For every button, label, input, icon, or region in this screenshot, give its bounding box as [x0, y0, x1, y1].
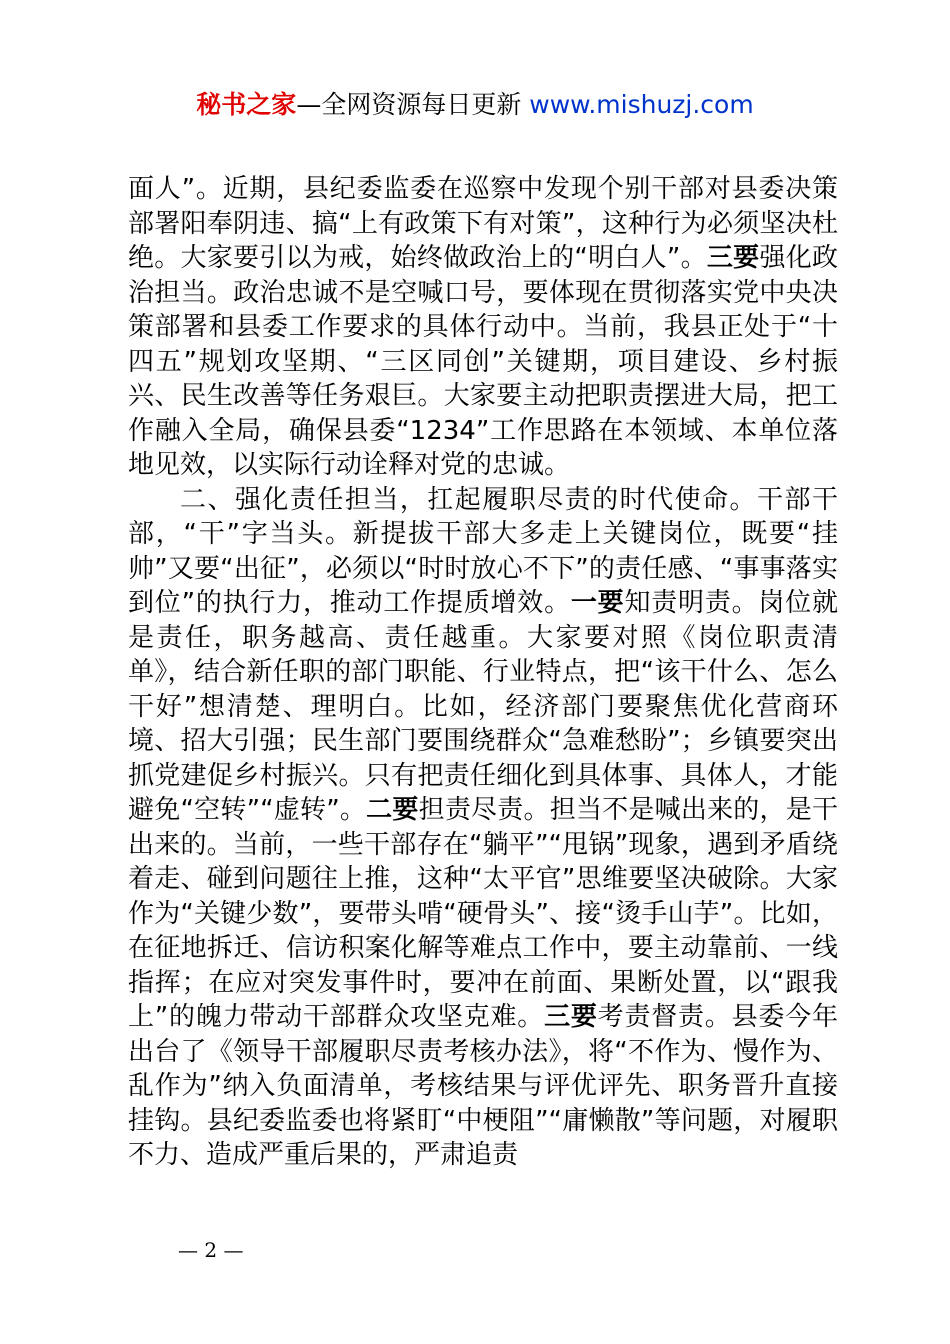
- keyword-yi-yao: 一要: [570, 588, 625, 618]
- paragraph-2-text-d: 考责督责。县委今年出台了《领导干部履职尽责考核办法》，将“不作为、慢作为、乱作为”纳入负面清单，考核结果与评优评先、职务晋升直接挂钩。县纪委监委也将紧盯“中梗阻”“庸懒散”等问题，对履职不力、造成严重后果的，严肃追责: [128, 1002, 838, 1170]
- keyword-san-yao-2: 三要: [544, 1002, 598, 1032]
- paragraph-2-text-b: 知责明责。岗位就是责任，职务越高、责任越重。大家要对照《岗位职责清单》，结合新任职的部门职能、行业特点，把“该干什么、怎么干好”想清楚、理明白。比如，经济部门要聚焦优化营商环境、招大引强；民生部门要围绕群众“急难愁盼”；乡镇要突出抓党建促乡村振兴。只有把责任细化到具体事、具体人，才能避免“空转”“虚转”。: [128, 588, 838, 825]
- header-slogan: —全网资源每日更新: [296, 90, 522, 119]
- paragraph-1-text-a: 面人”。近期，县纪委监委在巡察中发现个别干部对县委决策部署阳奉阴违、搞“上有政策下有对策”，这种行为必须坚决杜绝。大家要引以为戒，始终做政治上的“明白人”。: [128, 174, 838, 273]
- document-body: [128, 172, 838, 1173]
- site-url-link[interactable]: www.mishuzj.com: [529, 90, 754, 119]
- paragraph-2: [128, 483, 838, 1173]
- paragraph-1: [128, 172, 838, 483]
- site-header: [0, 88, 950, 122]
- keyword-san-yao: 三要: [706, 243, 760, 273]
- brand-name: 秘书之家: [196, 90, 297, 119]
- paragraph-1-text-b: 强化政治担当。政治忠诚不是空喊口号，要体现在贯彻落实党中央决策部署和县委工作要求的具体行动中。当前，我县正处于“十四五”规划攻坚期、“三区同创”关键期，项目建设、乡村振兴、民生改善等任务艰巨。大家要主动把职责摆进大局，把工作融入全局，确保县委“1234”工作思路在本领域、本单位落地见效，以实际行动诠释对党的忠诚。: [128, 243, 838, 480]
- paragraph-2-text-a: 二、强化责任担当，扛起履职尽责的时代使命。干部干部，“干”字当头。新提拔干部大多走上关键岗位，既要“挂帅”又要“出征”，必须以“时时放心不下”的责任感、“事事落实到位”的执行力，推动工作提质增效。: [128, 484, 838, 618]
- page-number: — 2 —: [178, 1238, 244, 1262]
- paragraph-2-text-c: 担责尽责。担当不是喊出来的，是干出来的。当前，一些干部存在“躺平”“甩锅”现象，遇到矛盾绕着走、碰到问题往上推，这种“太平官”思维要坚决破除。大家作为“关键少数”，要带头啃“硬骨头”、接“烫手山芋”。比如，在征地拆迁、信访积案化解等难点工作中，要主动靠前、一线指挥；在应对突发事件时，要冲在前面、果断处置，以“跟我上”的魄力带动干部群众攻坚克难。: [128, 795, 838, 1032]
- keyword-er-yao: 二要: [366, 795, 419, 825]
